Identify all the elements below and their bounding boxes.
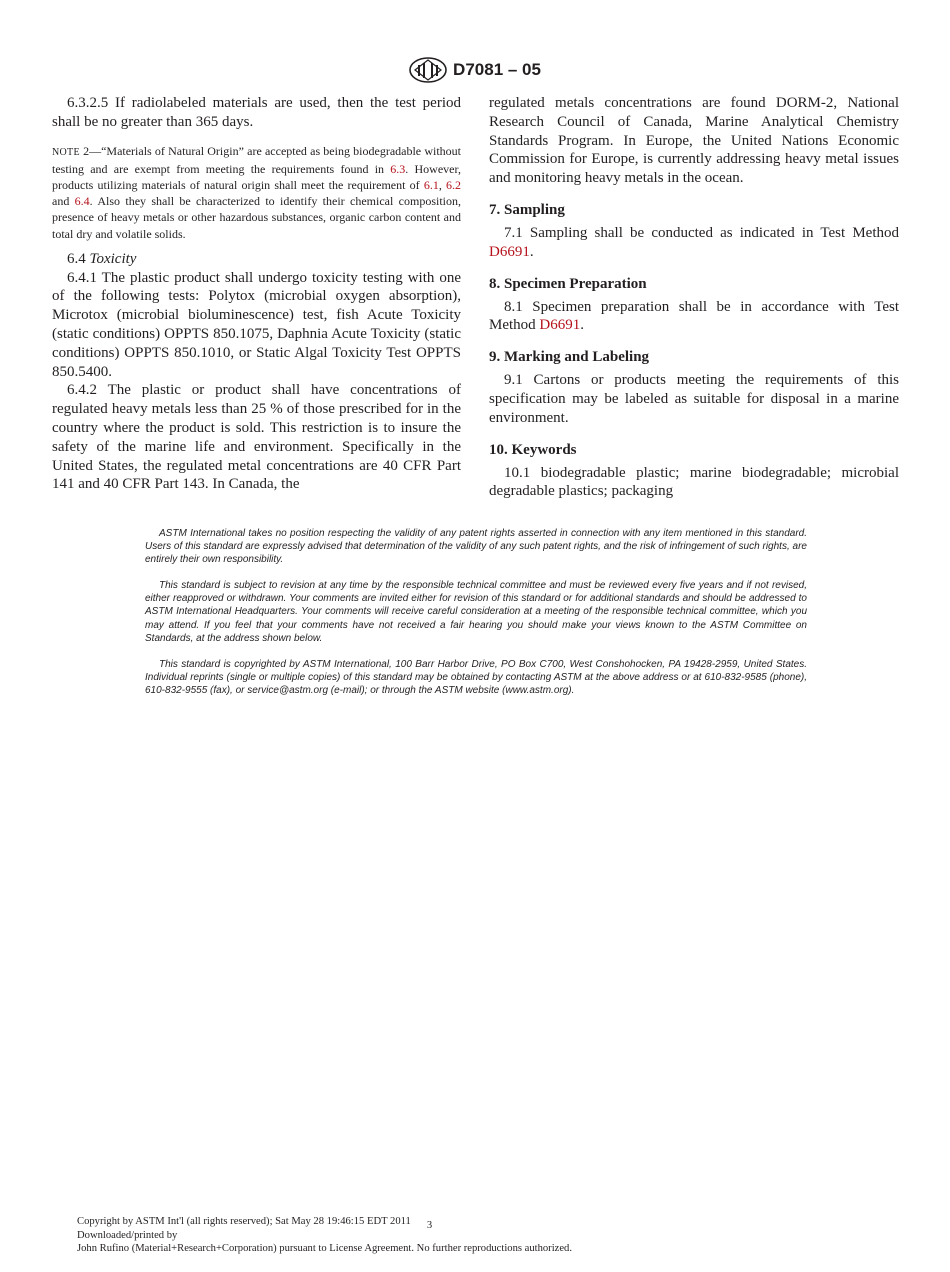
- revision-notice: This standard is subject to revision at any time by the responsible technical committee and must be reviewed every five years and if not revised, either reapproved or withdrawn. Your comments are invited either for revision of this standard or for additional standards and should be addressed to ASTM International Headquarters. Your comments will receive careful consideration at a meeting of the responsible technical committee, which you may attend. If you feel that your comments have not received a fair hearing you should make your views known to the ASTM Committee on Standards, at the address shown below.: [145, 580, 807, 644]
- section-9-heading: 9. Marking and Labeling: [489, 349, 650, 366]
- page-number: 3: [426, 1220, 433, 1231]
- paragraph-text: .: [580, 317, 585, 334]
- astm-logo-icon: [409, 57, 447, 83]
- ref-6-4-link[interactable]: 6.4: [74, 194, 90, 209]
- section-10-heading: 10. Keywords: [489, 441, 577, 458]
- page-footer: [77, 1215, 697, 1256]
- paragraph-6-4-2-continued: regulated metals concentrations are found DORM-2, National Research Council of Canada, Marine Analytical Chemistry Standards Program. In Europe, the United Nations Economic Commission for Europe, is currently addressing heavy metal issues and monitoring heavy metals in the ocean.: [489, 95, 899, 187]
- note-text: . However, products utilizing materials of natural origin shall meet the requirement of: [52, 161, 462, 192]
- section-number: 6.4: [67, 250, 90, 267]
- note-text: . Also they shall be characterized to identify their chemical composition, presence of heavy metals or other hazardous substances, organic carbon content and total dry and volatile solids.: [52, 194, 461, 241]
- note-text: 2—“Materials of Natural Origin” are accepted as being biodegradable without testing and are exempt from meeting the requirements found in: [52, 143, 461, 176]
- ref-6-1-link[interactable]: 6.1: [423, 178, 439, 192]
- footer-copyright: Copyright by ASTM Int'l (all rights reserved); Sat May 28 19:46:15 EDT 2011: [77, 1216, 411, 1227]
- section-6-4-heading: [52, 250, 461, 269]
- ref-d6691-link[interactable]: D6691: [539, 317, 581, 334]
- right-column: [489, 94, 899, 501]
- astm-notices: [145, 527, 807, 710]
- note-text: and: [52, 194, 75, 209]
- ref-6-3-link[interactable]: 6.3: [390, 161, 406, 176]
- paragraph-6-4-2: 6.4.2 The plastic or product shall have concentrations of regulated heavy metals less than 25 % of those prescribed for in the country where the product is sold. This restriction is to insure the safety of the marine life and environment. Specifically in the United States, the regulated metal concentrations are 40 CFR Part 141 and 40 CFR Part 143. In Canada, the: [52, 382, 461, 493]
- page-header: [0, 57, 950, 83]
- section-8-heading: 8. Specimen Preparation: [489, 275, 647, 292]
- patent-notice: ASTM International takes no position respecting the validity of any patent rights asserted in connection with any item mentioned in this standard. Users of this standard are expressly advised that determination of the validity of any such patent rights, and the risk of infringement of such rights, are entirely their own responsibility.: [145, 528, 807, 566]
- note-2: [52, 143, 461, 242]
- note-text: ,: [438, 178, 446, 192]
- section-7-heading: 7. Sampling: [489, 201, 565, 218]
- paragraph-8-1: [489, 298, 899, 336]
- paragraph-text: 7.1 Sampling shall be conducted as indicated in Test Method: [504, 224, 899, 241]
- copyright-notice: This standard is copyrighted by ASTM International, 100 Barr Harbor Drive, PO Box C700, West Conshohocken, PA 19428-2959, United States. Individual reprints (single or multiple copies) of this standard may be obtained by contacting ASTM at the above address or at 610-832-9585 (phone), 610-832-9555 (fax), or service@astm.org (e-mail); or through the ASTM website (www.astm.org).: [145, 658, 807, 696]
- ref-6-2-link[interactable]: 6.2: [446, 178, 461, 192]
- paragraph-10-1: 10.1 biodegradable plastic; marine biodegradable; microbial degradable plastics; packaging: [489, 464, 899, 500]
- paragraph-6-4-1: 6.4.1 The plastic product shall undergo toxicity testing with one of the following tests: Polytox (microbial oxygen absorption), Microtox (microbial bioluminescence) test, fish Acute Toxicity (static conditions) OPPTS 850.1075, Daphnia Acute Toxicity (static conditions) OPPTS 850.1010, or Static Algal Toxicity Test OPPTS 850.5400.: [52, 269, 461, 380]
- ref-d6691-link[interactable]: D6691: [489, 243, 530, 260]
- paragraph-text: 8.1 Specimen preparation shall be in accordance with Test Method: [489, 298, 899, 334]
- paragraph-7-1: [489, 224, 899, 262]
- left-column: [52, 94, 461, 494]
- footer-downloaded: Downloaded/printed by: [77, 1229, 178, 1241]
- note-label: NOTE: [52, 146, 80, 158]
- standard-designation: D7081 – 05: [453, 60, 541, 79]
- section-title: Toxicity: [89, 250, 137, 267]
- paragraph-text: .: [529, 243, 534, 260]
- paragraph-6-3-2-5: 6.3.2.5 If radiolabeled materials are used, then the test period shall be no greater than 365 days.: [52, 95, 461, 130]
- paragraph-9-1: 9.1 Cartons or products meeting the requirements of this specification may be labeled as suitable for disposal in a marine environment.: [489, 372, 899, 426]
- footer-license: John Rufino (Material+Research+Corporation) pursuant to License Agreement. No further reproductions authorized.: [77, 1243, 572, 1255]
